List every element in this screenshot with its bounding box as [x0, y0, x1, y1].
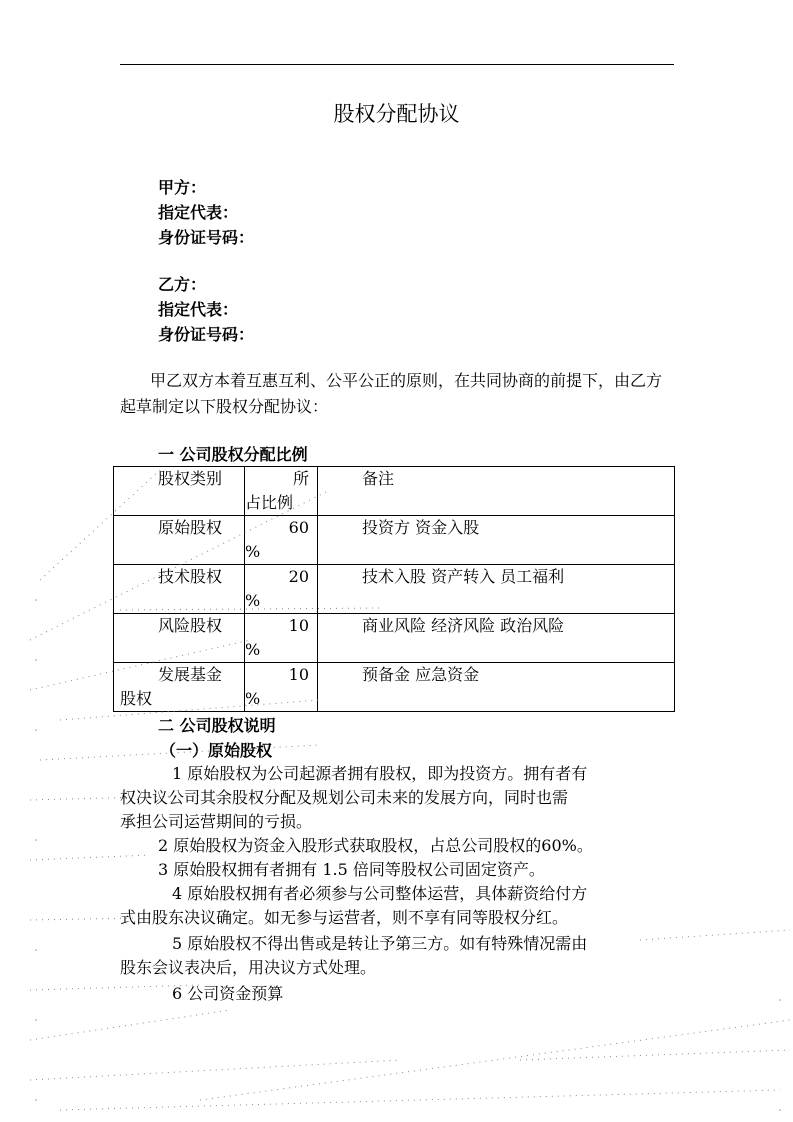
row-pct: % [245, 591, 261, 610]
row-note: 技术入股 资产转入 员工福利 [362, 567, 565, 586]
clause-4-line-2: 式由股东决议确定。如无参与运营者，则不享有同等股权分红。 [120, 908, 569, 927]
table-row [114, 663, 675, 712]
row-ratio: 10 [288, 616, 309, 635]
party-a-rep: 指定代表： [158, 203, 239, 222]
row-note: 预备金 应急资金 [362, 665, 480, 684]
row-pct: % [245, 689, 261, 708]
table-row [114, 565, 675, 614]
header-ratio-b: 占比例 [245, 493, 294, 512]
party-a-id: 身份证号码： [158, 228, 255, 247]
table-row [114, 516, 675, 565]
row-type: 风险股权 [158, 616, 223, 635]
clause-2: 2 原始股权为资金入股形式获取股权，占总公司股权的60%。 [158, 836, 593, 855]
clause-6: 6 公司资金预算 [172, 984, 284, 1003]
subsection-1-heading: （一）原始股权 [160, 741, 273, 760]
header-note: 备注 [362, 469, 395, 488]
row-note: 投资方 资金入股 [362, 518, 480, 537]
clause-5-line-2: 股东会议表决后，用决议方式处理。 [120, 958, 377, 977]
document-title: 股权分配协议 [333, 102, 460, 126]
header-rule [120, 64, 674, 65]
clause-1-line-1: 1 原始股权为公司起源者拥有股权，即为投资方。拥有者有 [172, 764, 588, 783]
row-ratio: 10 [288, 665, 309, 684]
header-ratio-a: 所 [292, 469, 309, 488]
party-b-label: 乙方： [158, 275, 207, 294]
section-2-heading: 二 公司股权说明 [158, 716, 276, 735]
section-1-heading: 一 公司股权分配比例 [158, 445, 308, 464]
clause-4-line-1: 4 原始股权拥有者必须参与公司整体运营，具体薪资给付方 [172, 884, 588, 903]
row-type-cont: 股权 [120, 689, 153, 708]
clause-5-line-1: 5 原始股权不得出售或是转让予第三方。如有特殊情况需由 [172, 934, 588, 953]
intro-paragraph: 甲乙双方本着互惠互利、公平公正的原则，在共同协商的前提下，由乙方起草制定以下股权分配协议： [120, 371, 663, 416]
row-ratio: 60 [288, 518, 309, 537]
row-pct: % [245, 640, 261, 659]
party-b-rep: 指定代表： [158, 300, 239, 319]
row-type: 发展基金 [158, 665, 223, 684]
header-type: 股权类别 [158, 469, 223, 488]
clause-1-line-3: 承担公司运营期间的亏损。 [120, 812, 313, 831]
party-b-id: 身份证号码： [158, 325, 255, 344]
clause-1-line-2: 权决议公司其余股权分配及规划公司未来的发展方向，同时也需 [120, 788, 569, 807]
equity-ratio-table [113, 466, 675, 712]
row-type: 原始股权 [158, 518, 223, 537]
row-ratio: 20 [288, 567, 309, 586]
table-row [114, 614, 675, 663]
row-pct: % [245, 542, 261, 561]
clause-3: 3 原始股权拥有者拥有 1.5 倍同等股权公司固定资产。 [158, 860, 545, 879]
row-type: 技术股权 [158, 567, 223, 586]
table-header-row [114, 467, 675, 516]
row-note: 商业风险 经济风险 政治风险 [362, 616, 565, 635]
party-a-label: 甲方： [158, 178, 207, 197]
